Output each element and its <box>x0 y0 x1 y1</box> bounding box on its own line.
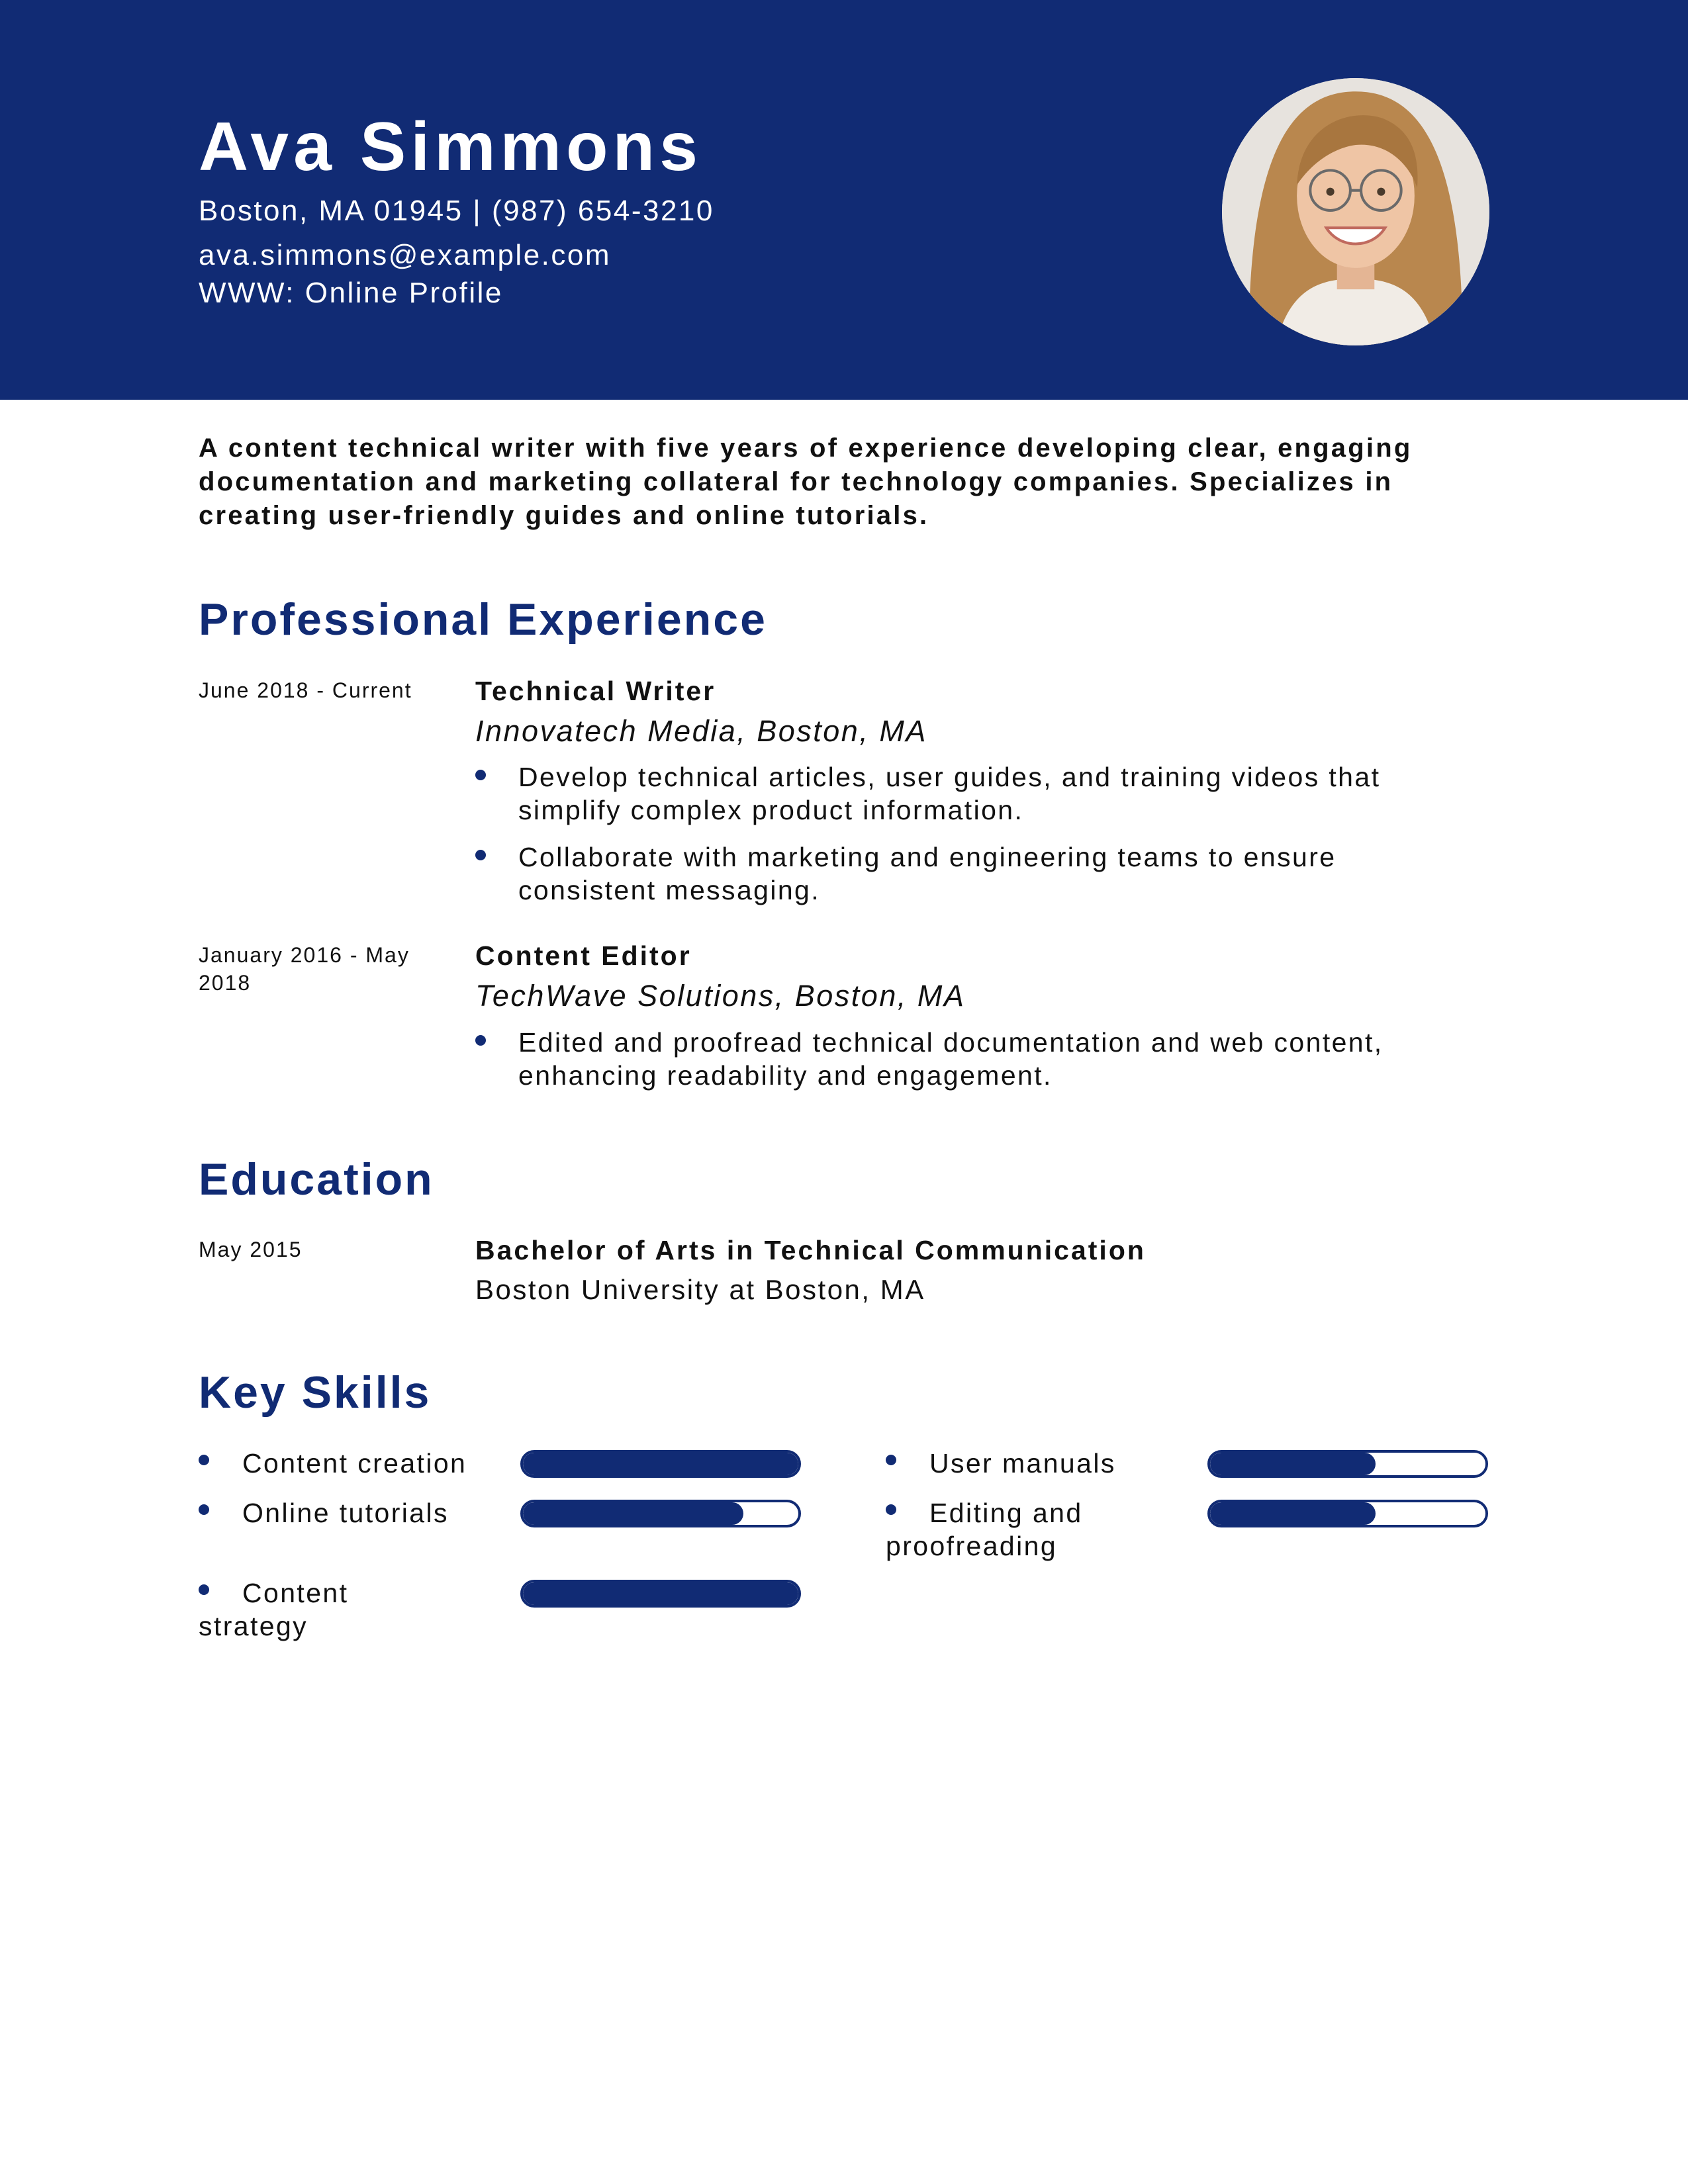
skill-label: Content strategy <box>199 1578 349 1641</box>
website-link[interactable]: WWW: Online Profile <box>199 277 503 309</box>
portrait-image <box>1222 78 1489 345</box>
profile-photo <box>1222 78 1489 345</box>
candidate-name: Ava Simmons <box>199 109 702 185</box>
education-degree: Bachelor of Arts in Technical Communication <box>475 1235 1146 1265</box>
job-title: Technical Writer <box>475 676 716 706</box>
education-date: May 2015 <box>199 1238 303 1261</box>
job-bullets <box>475 1026 1435 1092</box>
skill-level-bar <box>520 1580 801 1608</box>
job-dates: June 2018 - Current <box>199 678 412 702</box>
skill-level-bar <box>1207 1450 1488 1478</box>
skill-level-fill <box>523 1582 798 1605</box>
bullet-dot-icon <box>475 770 486 780</box>
job-title: Content Editor <box>475 940 692 971</box>
skill-level-bar <box>1207 1500 1488 1527</box>
email-link[interactable]: ava.simmons@example.com <box>199 239 612 271</box>
education-school: Boston University at Boston, MA <box>475 1274 925 1305</box>
bullet-item: Edited and proofread technical documentation and web content, enhancing readability and engagement. <box>475 1026 1435 1092</box>
header-banner <box>0 0 1688 400</box>
job-bullets <box>475 760 1435 907</box>
skill-level-bar <box>520 1450 801 1478</box>
section-title-skills: Key Skills <box>199 1367 432 1418</box>
bullet-item: Develop technical articles, user guides, and training videos that simplify complex product information. <box>475 760 1435 827</box>
job-company: Innovatech Media, Boston, MA <box>475 714 927 748</box>
job-company: TechWave Solutions, Boston, MA <box>475 979 966 1013</box>
job-dates: January 2016 - May 2018 <box>199 943 410 995</box>
section-title-education: Education <box>199 1154 434 1205</box>
bullet-dot-icon <box>475 1035 486 1046</box>
skill-level-fill <box>1210 1453 1376 1475</box>
skill-label: Editing and proofreading <box>886 1498 1083 1561</box>
skill-level-bar <box>520 1500 801 1527</box>
section-title-experience: Professional Experience <box>199 594 767 645</box>
bullet-dot-icon <box>475 850 486 860</box>
bullet-item: Collaborate with marketing and engineering teams to ensure consistent messaging. <box>475 841 1435 907</box>
skill-level-fill <box>523 1453 798 1475</box>
skill-label: User manuals <box>929 1448 1116 1479</box>
skill-level-fill <box>1210 1502 1376 1525</box>
skill-level-fill <box>523 1502 743 1525</box>
location-phone: Boston, MA 01945 | (987) 654-3210 <box>199 195 714 227</box>
skill-label: Online tutorials <box>242 1498 449 1528</box>
skill-label: Content creation <box>242 1448 467 1479</box>
summary-text: A content technical writer with five years of experience developing clear, engaging documentation and marketing collateral for technology companies. Specializes in creating user-friendly guides and online tutorials. <box>199 433 1413 530</box>
